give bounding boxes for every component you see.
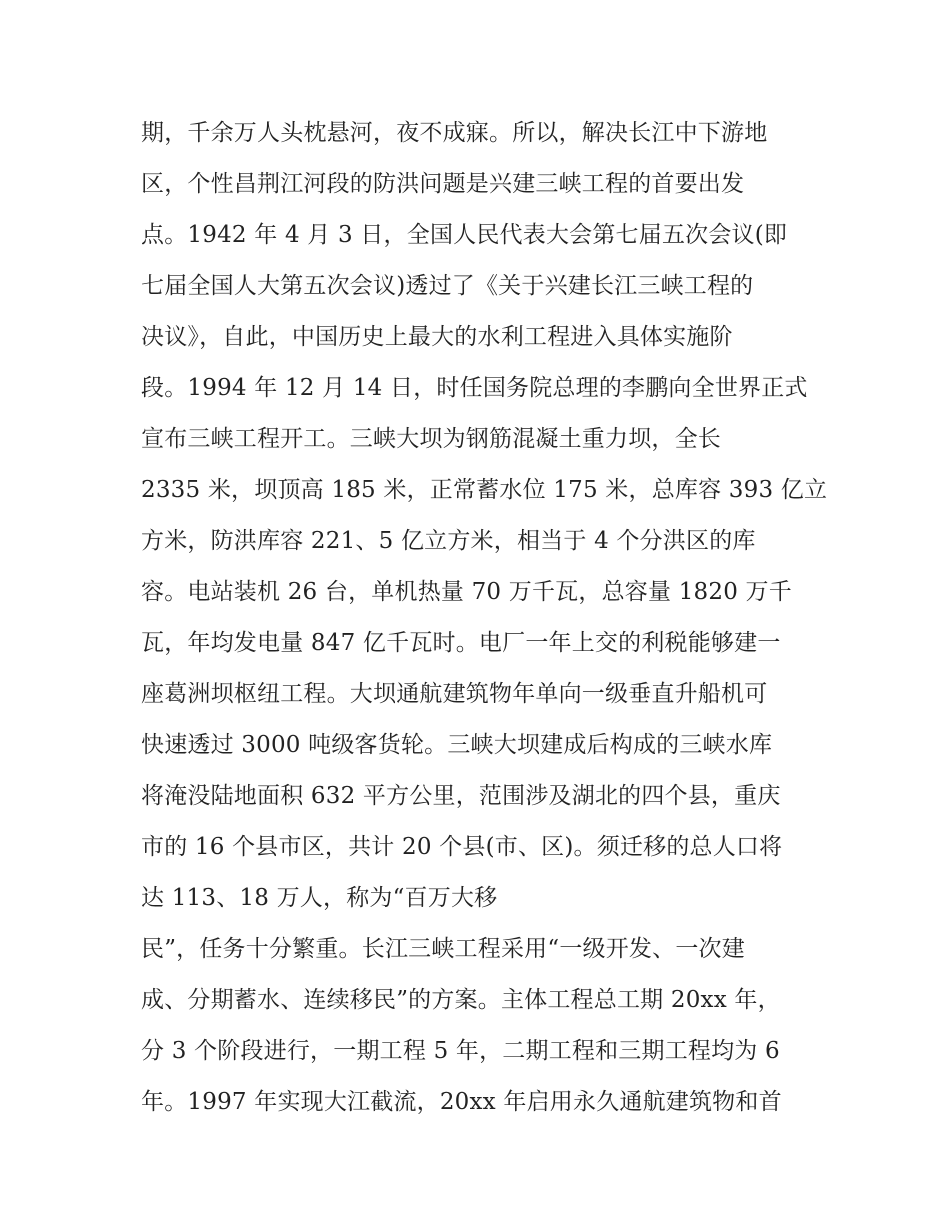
- text-line: 决议》，自此，中国历史上最大的水利工程进入具体实施阶: [141, 324, 733, 350]
- text-line: 分 3 个阶段进行，一期工程 5 年，二期工程和三期工程均为 6: [141, 1038, 780, 1064]
- text-line: 期，千余万人头枕悬河，夜不成寐。所以，解决长江中下游地: [141, 120, 768, 146]
- text-line: 段。1994 年 12 月 14 日，时任国务院总理的李鹏向全世界正式: [141, 375, 808, 401]
- text-line: 快速透过 3000 吨级客货轮。三峡大坝建成后构成的三峡水库: [141, 732, 773, 758]
- article-body: [141, 108, 828, 1128]
- text-line: 市的 16 个县市区，共计 20 个县(市、区)。须迁移的总人口将: [141, 834, 783, 860]
- text-line: 达 113、18 万人，称为“百万大移: [141, 885, 498, 911]
- text-line: 容。电站装机 26 台，单机热量 70 万千瓦，总容量 1820 万千: [141, 579, 792, 605]
- text-line: 区，个性昌荆江河段的防洪问题是兴建三峡工程的首要出发: [141, 171, 745, 197]
- text-line: 点。1942 年 4 月 3 日，全国人民代表大会第七届五次会议(即: [141, 222, 788, 248]
- text-line: 座葛洲坝枢纽工程。大坝通航建筑物年单向一级垂直升船机可: [141, 681, 768, 707]
- text-line: 年。1997 年实现大江截流，20xx 年启用永久通航建筑物和首: [141, 1089, 782, 1115]
- text-line: 宣布三峡工程开工。三峡大坝为钢筋混凝土重力坝，全长: [141, 426, 721, 452]
- text-line: 方米，防洪库容 221、5 亿立方米，相当于 4 个分洪区的库: [141, 528, 756, 554]
- text-line: 将淹没陆地面积 632 平方公里，范围涉及湖北的四个县，重庆: [141, 783, 781, 809]
- text-line: 成、分期蓄水、连续移民”的方案。主体工程总工期 20xx 年，: [141, 987, 781, 1013]
- text-line: 瓦，年均发电量 847 亿千瓦时。电厂一年上交的利税能够建一: [141, 630, 781, 656]
- text-line: 2335 米，坝顶高 185 米，正常蓄水位 175 米，总库容 393 亿立: [141, 477, 828, 503]
- text-line: 民”，任务十分繁重。长江三峡工程采用“一级开发、一次建: [141, 936, 745, 962]
- text-line: 七届全国人大第五次会议)透过了《关于兴建长江三峡工程的: [141, 273, 754, 299]
